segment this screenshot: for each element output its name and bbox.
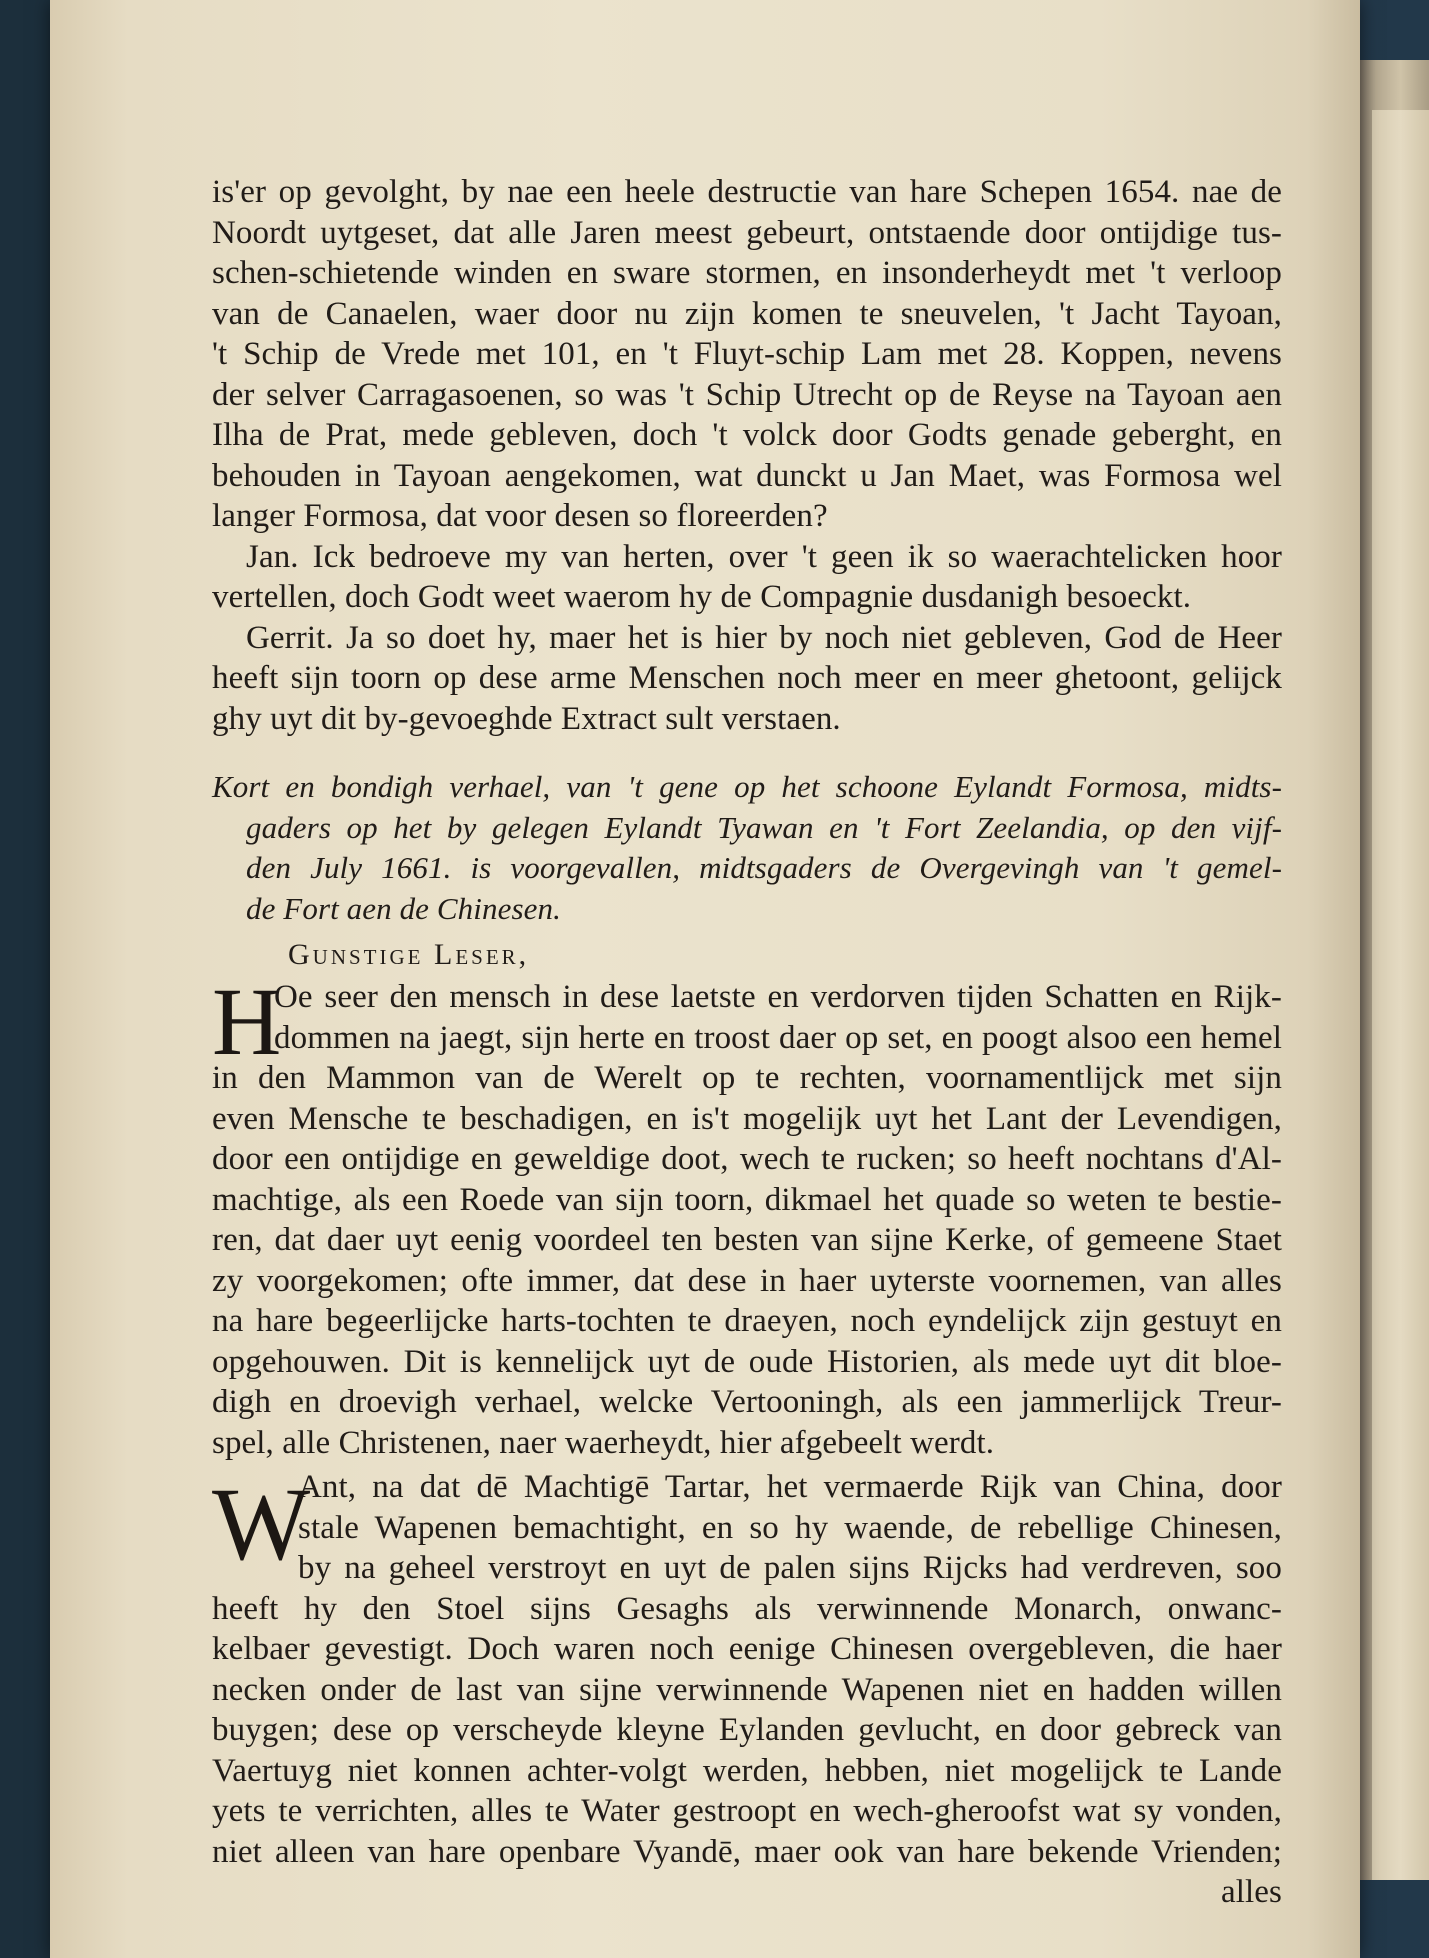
text-line: even Mensche te beschadigen, en is't mogelijk uyt het Lant der Levendigen, <box>212 1100 1282 1137</box>
text-line: heeft hy den Stoel sijns Gesaghs als verwinnende Monarch, onwanc- <box>212 1590 1282 1627</box>
text-line: Ilha de Prat, mede gebleven, doch 't volck door Godts genade geberght, en <box>212 417 1282 453</box>
text-line: langer Formosa, dat voor desen so floreerden? <box>212 498 828 534</box>
text-line: ghy uyt dit by-gevoeghde Extract sult verstaen. <box>212 700 841 737</box>
text-line: machtige, als een Roede van sijn toorn, dikmael het quade so weten te bestie- <box>212 1181 1282 1218</box>
text-line: digh en droevigh verhael, welcke Vertooningh, als een jammerlijck Treur- <box>212 1384 1282 1420</box>
text-line: ren, dat daer uyt eenig voordeel ten besten van sijne Kerke, of gemeene Staet <box>212 1222 1282 1258</box>
text-line: is'er op gevolght, by nae een heele destructie van hare Schepen 1654. nae de <box>212 174 1282 210</box>
title-line: den July 1661. is voorgevallen, midtsgaders de Overgevingh van 't gemel- <box>246 850 1282 885</box>
text-line: zy voorgekomen; ofte immer, dat dese in haer uyterste voornemen, van alles <box>212 1262 1282 1299</box>
jan-speech <box>212 537 1282 618</box>
text-line: vertellen, doch Godt weet waerom hy de Compagnie dusdanigh besoeckt. <box>212 579 1192 615</box>
text-line: van de Canaelen, waer door nu zijn komen te sneuvelen, 't Jacht Tayoan, <box>212 295 1282 332</box>
paragraph-2 <box>212 1467 1282 1872</box>
text-line: 't Schip de Vrede met 101, en 't Fluyt-schip Lam met 28. Koppen, nevens <box>212 336 1282 372</box>
text-line: Vaertuyg niet konnen achter-volgt werden, hebben, niet mogelijck te Lande <box>212 1752 1282 1789</box>
drop-cap-h: H <box>212 968 282 1075</box>
paragraph-1 <box>212 968 1282 1463</box>
text-line: Jan. Ick bedroeve my van herten, over 't geen ik so waerachtelicken hoor <box>246 538 1282 575</box>
text-line: der selver Carragasoenen, so was 't Schip Utrecht op de Reyse na Tayoan aen <box>212 376 1282 413</box>
text-line: behouden in Tayoan aengekomen, wat dunckt u Jan Maet, was Formosa wel <box>212 457 1282 494</box>
title-line: de Fort aen de Chinesen. <box>246 890 561 926</box>
text-line: spel, alle Christenen, naer waerheydt, hier afgebeelt werdt. <box>212 1424 995 1461</box>
text-line: heeft sijn toorn op dese arme Menschen noch meer en meer ghetoont, gelijck <box>212 660 1282 696</box>
text-line: schen-schietende winden en sware stormen, en insonderheydt met 't verloop <box>212 255 1282 291</box>
page-text <box>212 172 1282 1913</box>
text-line: kelbaer gevestigt. Doch waren noch eenige Chinesen overgebleven, die haer <box>212 1631 1282 1667</box>
text-line: niet alleen van hare openbare Vyandē, maer ook van hare bekende Vrienden; <box>212 1833 1282 1870</box>
title-line: Kort en bondigh verhael, van 't gene op het schoone Eylandt Formosa, midts- <box>212 769 1282 804</box>
text-line: stale Wapenen bemachtight, en so hy waende, de rebellige Chinesen, <box>298 1509 1282 1546</box>
next-page-edge <box>1372 110 1429 1880</box>
text-line: by na geheel verstroyt en uyt de palen sijns Rijcks had verdreven, soo <box>298 1550 1282 1586</box>
catchword: alles <box>1221 1874 1282 1910</box>
text-line: yets te verrichten, alles te Water gestroopt en wech-gheroofst wat sy vonden, <box>212 1793 1282 1829</box>
text-line: na hare begeerlijcke harts-tochten te draeyen, noch eyndelijck zijn gestuyt en <box>212 1303 1282 1339</box>
gerrit-speech <box>212 618 1282 740</box>
text-line: buygen; dese op verscheyde kleyne Eylanden gevlucht, en door gebreck van <box>212 1712 1282 1748</box>
title-line: gaders op het by gelegen Eylandt Tyawan en 't Fort Zeelandia, op den vijf- <box>246 809 1282 845</box>
section-title <box>212 767 1282 929</box>
text-line: necken onder de last van sijne verwinnende Wapenen niet en hadden willen <box>212 1671 1282 1708</box>
text-line: Ant, na dat dē Machtigē Tartar, het vermaerde Rijk van China, door <box>298 1469 1282 1505</box>
text-line: in den Mammon van de Werelt op te rechten, voornamentlijck met sijn <box>212 1060 1282 1096</box>
text-line: door een ontijdige en geweldige doot, wech te rucken; so heeft nochtans d'Al- <box>212 1141 1282 1177</box>
text-line: dommen na jaegt, sijn herte en troost daer op set, en poogt alsoo een hemel <box>274 1019 1282 1056</box>
text-line: Oe seer den mensch in dese laetste en verdorven tijden Schatten en Rijk- <box>274 979 1282 1015</box>
text-line: opgehouwen. Dit is kennelijck uyt de oude Historien, als mede uyt dit bloe- <box>212 1343 1282 1380</box>
text-line: Gerrit. Ja so doet hy, maer het is hier by noch niet gebleven, God de Heer <box>246 619 1282 656</box>
text-line: Noordt uytgeset, dat alle Jaren meest gebeurt, ontstaende door ontijdige tus- <box>212 214 1282 251</box>
drop-cap-w: W <box>212 1467 311 1582</box>
salutation: Gunstige Leser, <box>288 938 530 971</box>
dialogue-paragraph <box>212 172 1282 537</box>
